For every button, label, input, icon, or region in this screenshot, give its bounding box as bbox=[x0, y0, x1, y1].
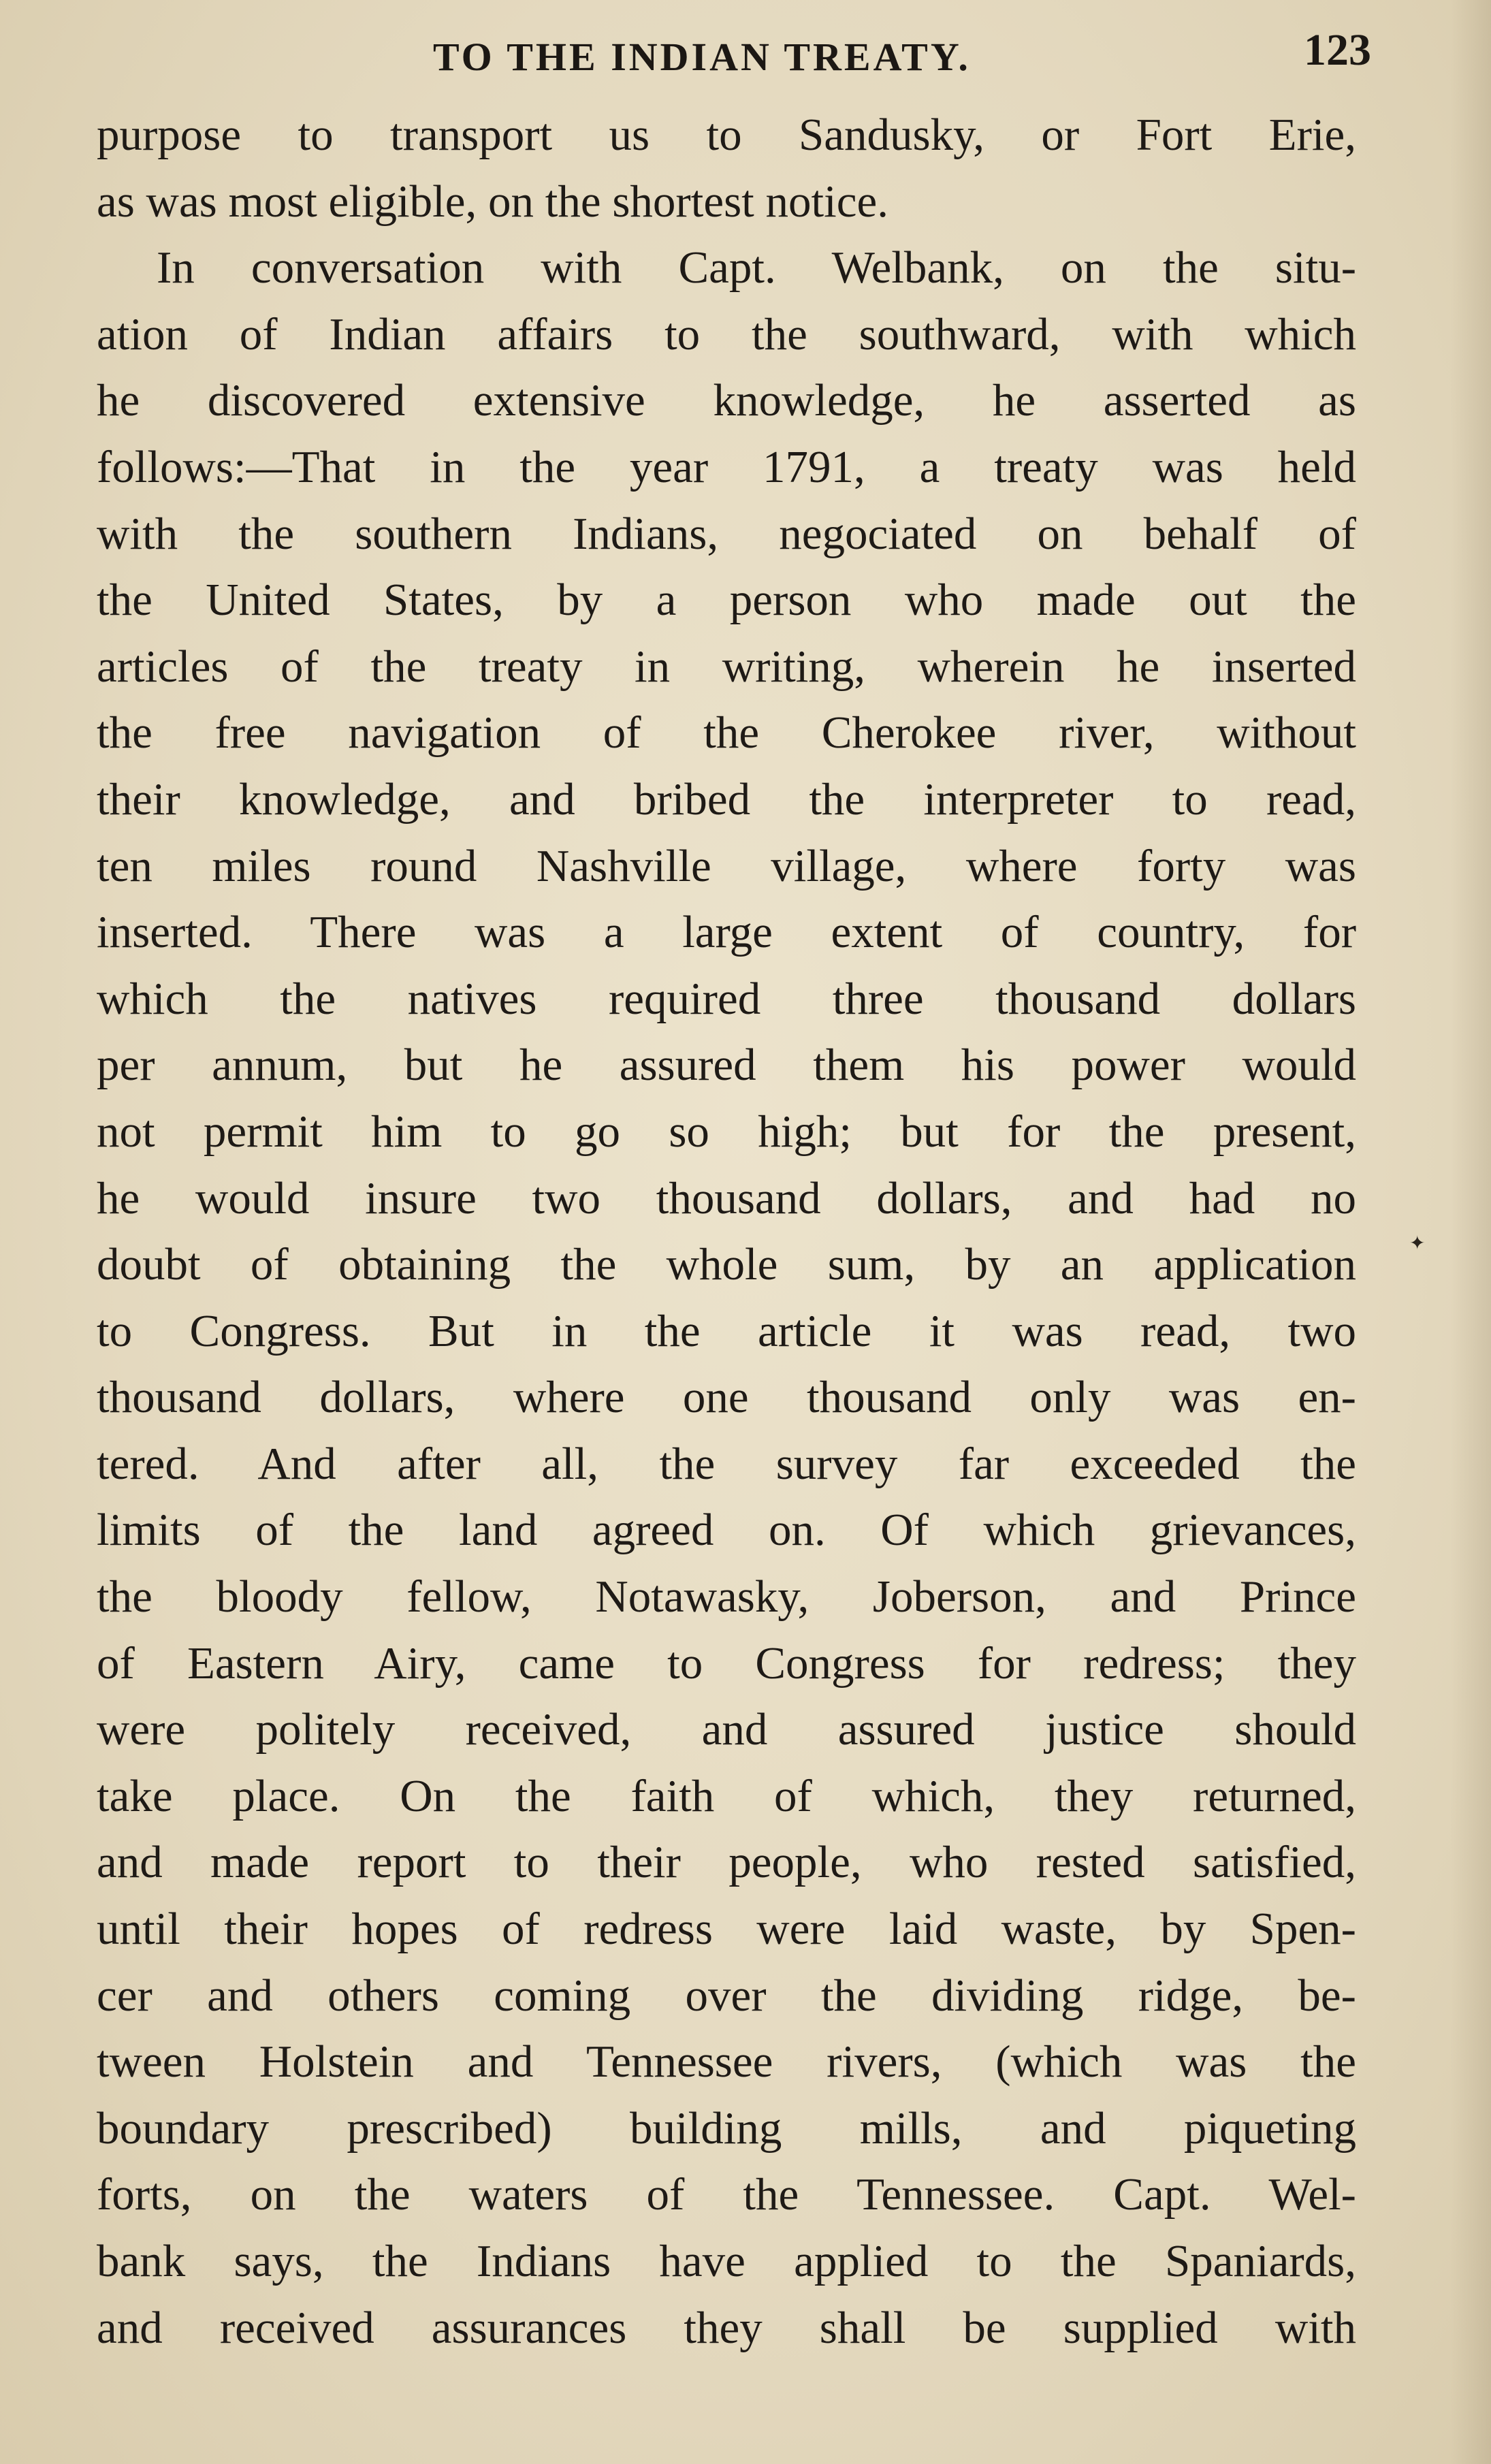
text-line: he would insure two thousand dollars, and had no bbox=[97, 1172, 1356, 1223]
text-line: and made report to their people, who rested satisfied, bbox=[97, 1837, 1356, 1888]
text-line: the United States, by a person who made out the bbox=[97, 575, 1356, 626]
text-line: of Eastern Airy, came to Congress for redress; they bbox=[97, 1637, 1356, 1689]
text-line: the bloody fellow, Notawasky, Joberson, and Prince bbox=[97, 1571, 1356, 1622]
text-line: ation of Indian affairs to the southward, with which bbox=[97, 308, 1356, 359]
text-line: per annum, but he assured them his power would bbox=[97, 1040, 1356, 1091]
text-line: the free navigation of the Cherokee river, without bbox=[97, 707, 1356, 758]
text-line: inserted. There was a large extent of country, for bbox=[97, 907, 1356, 958]
text-line: thousand dollars, where one thousand only was en- bbox=[97, 1372, 1356, 1423]
page-number: 123 bbox=[1304, 25, 1371, 75]
text-line: follows:—That in the year 1791, a treaty was held bbox=[97, 441, 1356, 492]
text-line: articles of the treaty in writing, wherein he inserted bbox=[97, 641, 1356, 692]
body-text bbox=[97, 102, 1356, 2403]
text-line: forts, on the waters of the Tennessee. Capt. Wel- bbox=[97, 2169, 1356, 2220]
margin-mark-icon: ✦ bbox=[1409, 1232, 1426, 1254]
page-edge-shadow bbox=[1450, 0, 1491, 2464]
text-line: their knowledge, and bribed the interpreter to read, bbox=[97, 773, 1356, 825]
text-line: purpose to transport us to Sandusky, or Fort Erie, bbox=[97, 110, 1356, 160]
running-title: TO THE INDIAN TREATY. bbox=[433, 35, 971, 79]
text-line: doubt of obtaining the whole sum, by an application bbox=[97, 1239, 1356, 1290]
text-line: as was most eligible, on the shortest notice. bbox=[97, 176, 888, 227]
text-line: In conversation with Capt. Welbank, on the situ- bbox=[157, 242, 1356, 293]
text-line: with the southern Indians, negociated on behalf of bbox=[97, 508, 1356, 559]
text-line: were politely received, and assured justice should bbox=[97, 1704, 1356, 1755]
text-line: tered. And after all, the survey far exceeded the bbox=[97, 1438, 1356, 1489]
text-line: not permit him to go so high; but for the present, bbox=[97, 1106, 1356, 1157]
text-line: limits of the land agreed on. Of which grievances, bbox=[97, 1505, 1356, 1556]
text-line: cer and others coming over the dividing ridge, be- bbox=[97, 1970, 1356, 2021]
text-line: ten miles round Nashville village, where forty was bbox=[97, 840, 1356, 891]
text-line: and received assurances they shall be supplied with bbox=[97, 2302, 1356, 2353]
text-line: until their hopes of redress were laid waste, by Spen- bbox=[97, 1904, 1356, 1955]
text-line: tween Holstein and Tennessee rivers, (which was the bbox=[97, 2036, 1356, 2087]
text-line: which the natives required three thousand dollars bbox=[97, 973, 1356, 1024]
text-line: bank says, the Indians have applied to the Spaniards, bbox=[97, 2236, 1356, 2286]
text-line: boundary prescribed) building mills, and piqueting bbox=[97, 2102, 1356, 2154]
text-line: take place. On the faith of which, they returned, bbox=[97, 1770, 1356, 1821]
text-line: he discovered extensive knowledge, he asserted as bbox=[97, 375, 1356, 426]
text-line: to Congress. But in the article it was read, two bbox=[97, 1305, 1356, 1356]
